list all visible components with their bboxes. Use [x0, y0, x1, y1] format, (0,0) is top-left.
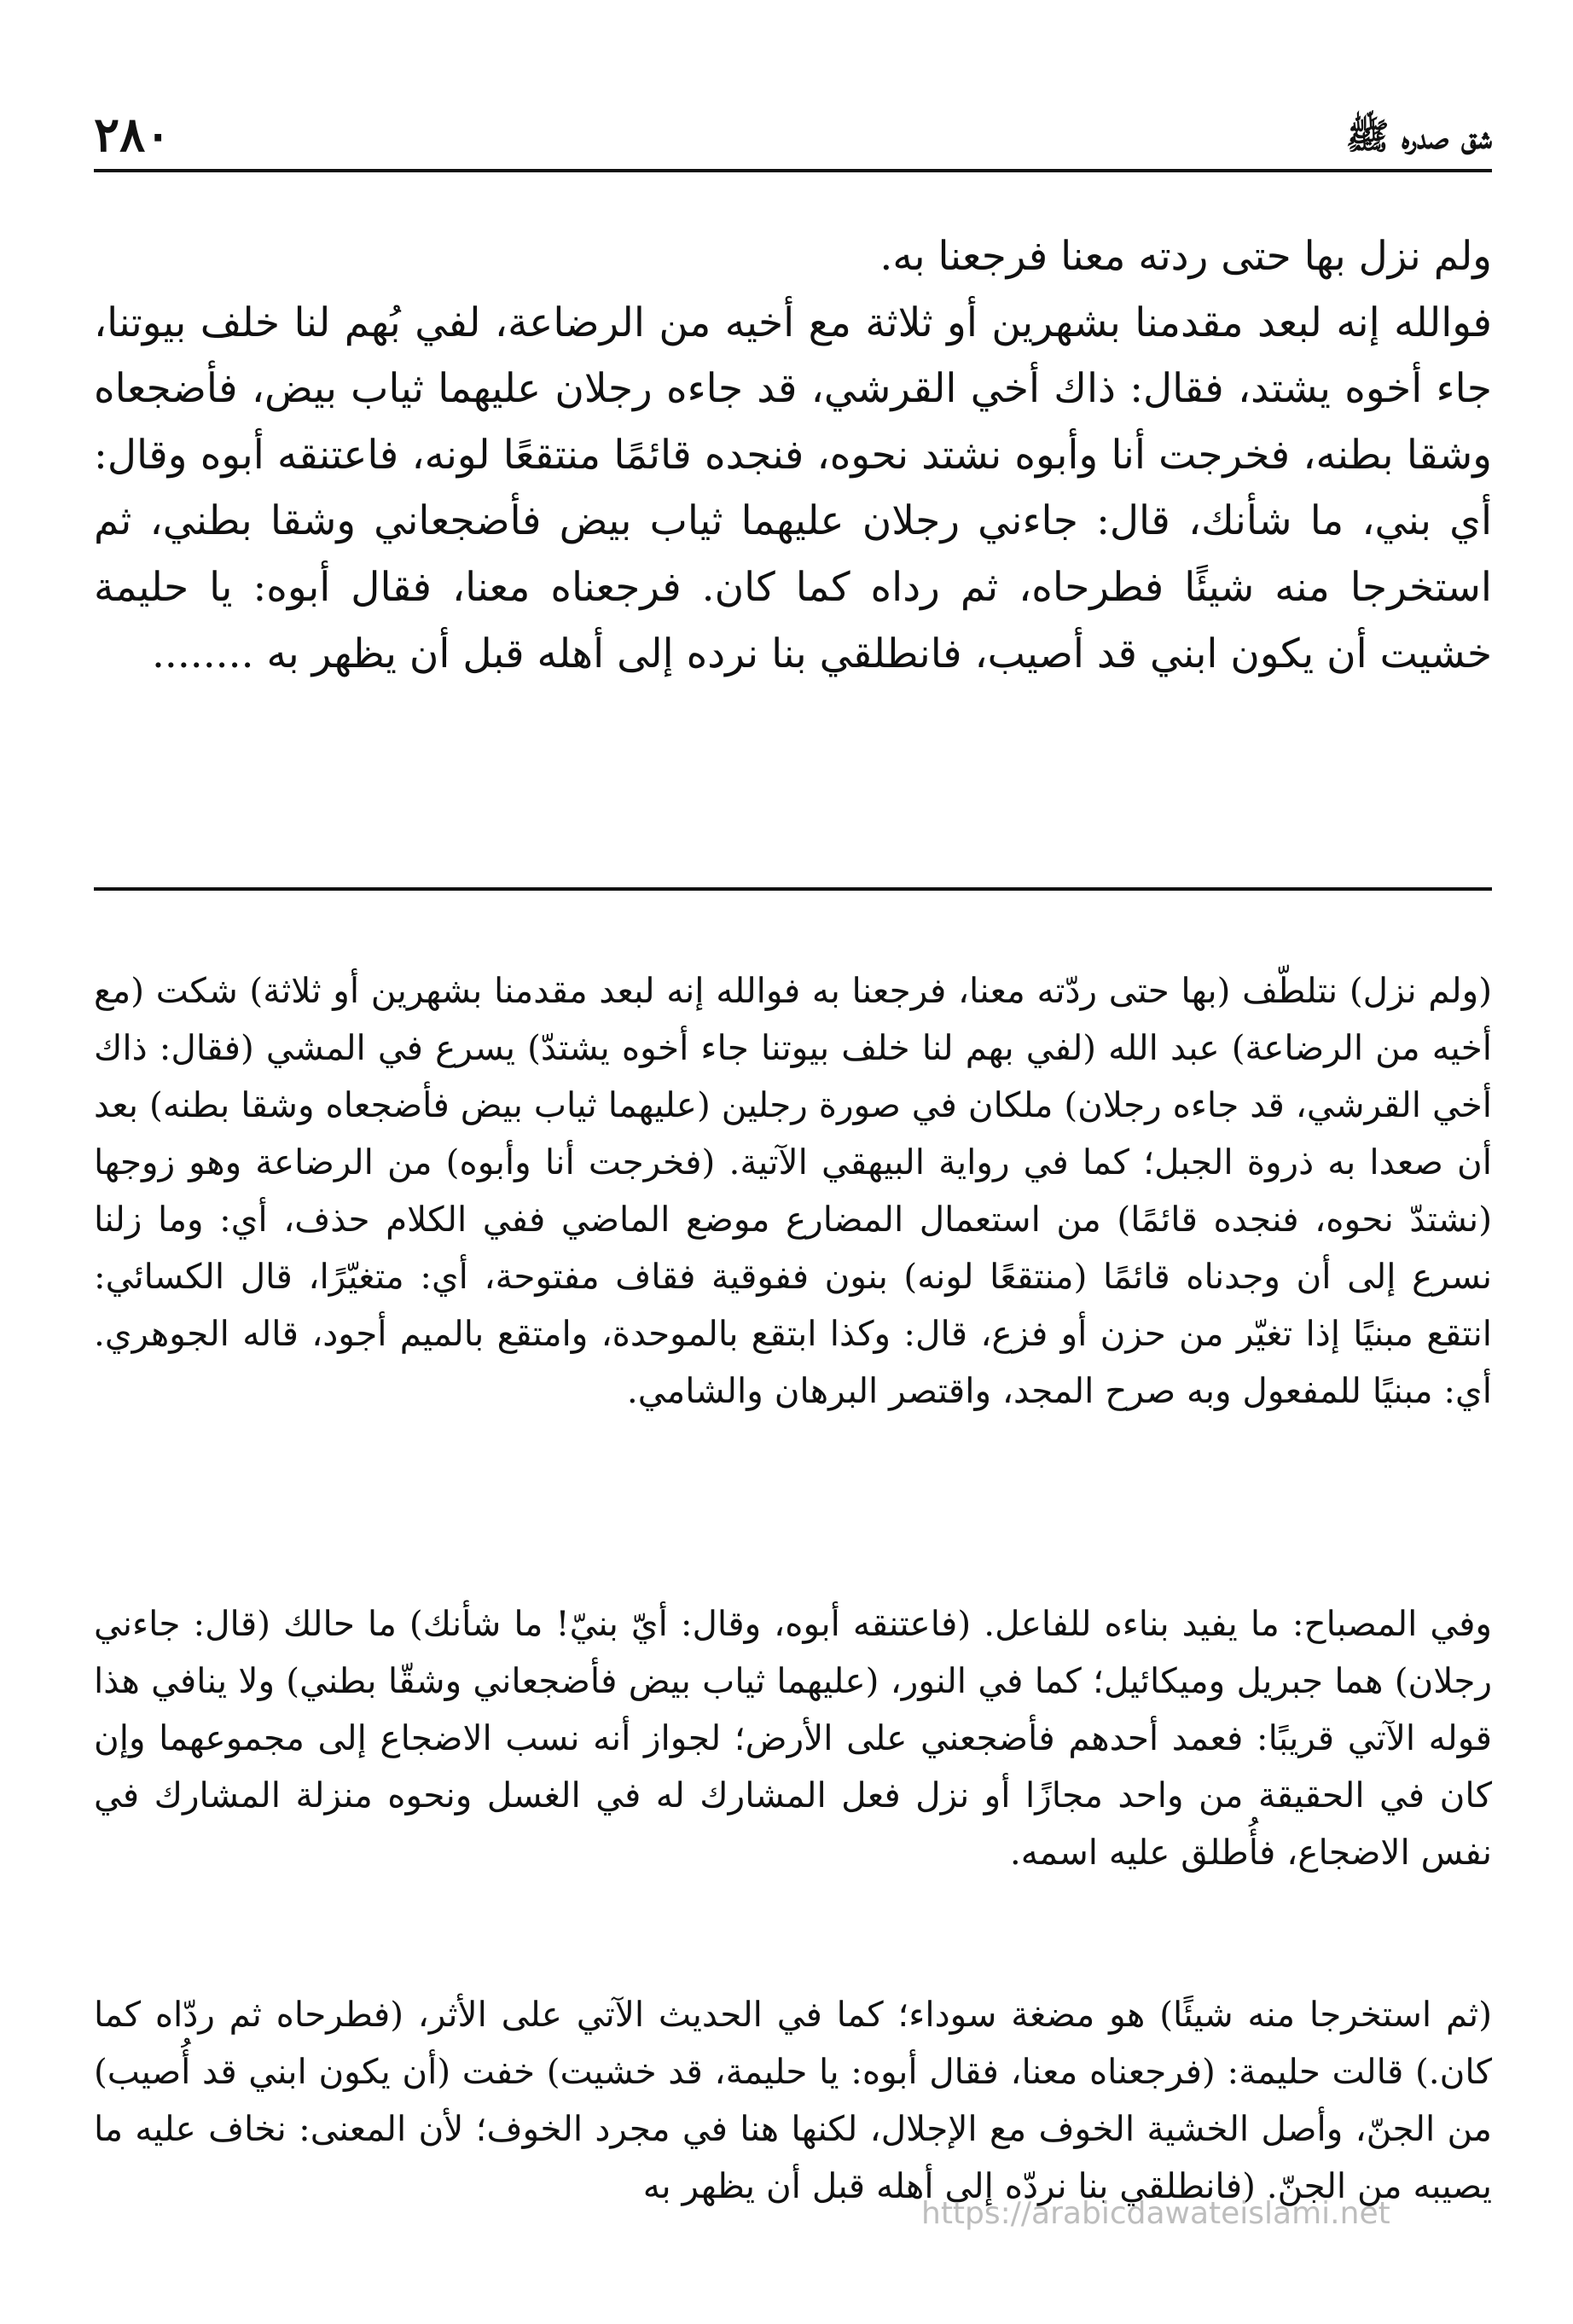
section-divider	[94, 887, 1492, 891]
page-number: ٢٨٠	[94, 107, 171, 163]
watermark-url: https://arabicdawateislami.net	[921, 2196, 1390, 2231]
commentary-paragraph-1: (ولم نزل) نتلطّف (بها حتى ردّته معنا، فرجعنا به فوالله إنه لبعد مقدمنا بشهرين أو ثلاثة) شكت (مع أخيه من الرضاعة) عبد الله (لفي بهم لنا خلف بيوتنا جاء أخوه يشتدّ) يسرع في المشي (فقال: ذاك أخي القرشي، قد جاءه رجلان) ملكان في صورة رجلين (عليهما ثياب بيض فأضجعاه وشقا بطنه) بعد أن صعدا به ذروة الجبل؛ كما في رواية البيهقي الآتية. (فخرجت أنا وأبوه) من الرضاعة وهو زوجها (نشتدّ نحوه، فنجده قائمًا) من استعمال المضارع موضع الماضي ففي الكلام حذف، أي: وما زلنا نسرع إلى أن وجدناه قائمًا (منتقعًا لونه) بنون ففوقية فقاف مفتوحة، أي: متغيّرًا، قال الكسائي: انتقع مبنيًا إذا تغيّر من حزن أو فزع، قال: وكذا ابتقع بالموحدة، وامتقع بالميم أجود، قاله الجوهري. أي: مبنيًا للمفعول وبه صرح المجد، واقتصر البرهان والشامي.	[94, 970, 1492, 1411]
page-header	[94, 109, 1492, 172]
commentary-paragraph-2: وفي المصباح: ما يفيد بناءه للفاعل. (فاعتنقه أبوه، وقال: أيّ بنيّ! ما شأنك) ما حالك (قال: جاءني رجلان) هما جبريل وميكائيل؛ كما في النور، (عليهما ثياب بيض فأضجعاني وشقّا بطني) ولا ينافي هذا قوله الآتي قريبًا: فعمد أحدهم فأضجعني على الأرض؛ لجواز أنه نسب الاضجاع إلى مجموعهما وإن كان في الحقيقة من واحد مجازًا أو نزل فعل المشارك له في الغسل ونحوه منزلة المشارك في نفس الاضجاع، فأُطلق عليه اسمه.	[94, 1603, 1492, 1873]
commentary-paragraph-3: (ثم استخرجا منه شيئًا) هو مضغة سوداء؛ كما في الحديث الآتي على الأثر، (فطرحاه ثم ردّاه كما كان.) قالت حليمة: (فرجعناه معنا، فقال أبوه: يا حليمة، قد خشيت) خفت (أن يكون ابني قد أُصيب) من الجنّ، وأصل الخشية الخوف مع الإجلال، لكنها هنا في مجرد الخوف؛ لأن المعنى: نخاف عليه ما يصيبه من الجنّ. (فانطلقي بنا نردّه إلى أهله قبل أن يظهر به	[94, 1994, 1492, 2206]
running-title: شق صدره ﷺ	[1345, 115, 1492, 157]
main-text: ولم نزل بها حتى ردته معنا فرجعنا به. فوالله إنه لبعد مقدمنا بشهرين أو ثلاثة مع أخيه من الرضاعة، لفي بُهم لنا خلف بيوتنا، جاء أخوه يشتد، فقال: ذاك أخي القرشي، قد جاءه رجلان عليهما ثياب بيض، فأضجعاه وشقا بطنه، فخرجت أنا وأبوه نشتد نحوه، فنجده قائمًا منتقعًا لونه، فاعتنقه أبوه وقال: أي بني، ما شأنك، قال: جاءني رجلان عليهما ثياب بيض فأضجعاني وشقا بطني، ثم استخرجا منه شيئًا فطرحاه، ثم رداه كما كان. فرجعناه معنا، فقال أبوه: يا حليمة خشيت أن يكون ابني قد أصيب، فانطلقي بنا نرده إلى أهله قبل أن يظهر به ........	[94, 233, 1493, 677]
